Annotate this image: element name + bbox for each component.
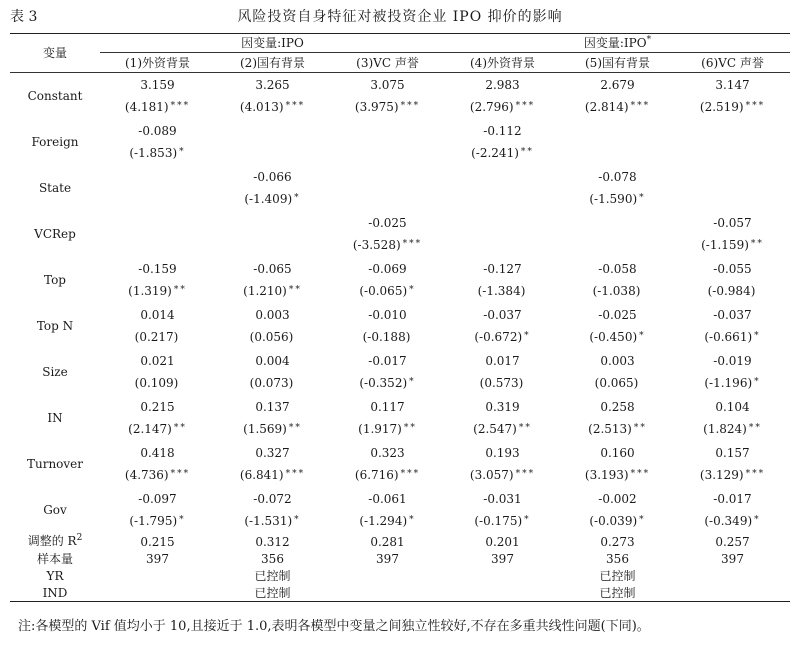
coefficient-cell: 0.418 [140,445,175,460]
tstat-cell [560,464,675,487]
coefficient-cell: -0.061 [368,491,407,506]
column-header: (2)国有背景 [215,53,330,73]
coefficient-cell: -0.037 [483,307,522,322]
significance-stars: *** [400,469,421,479]
coefficient-cell: -0.072 [253,491,292,506]
coefficient-cell: -0.112 [483,123,522,138]
coefficient-cell: 0.319 [485,399,520,414]
regression-table [10,33,790,602]
tstat-cell [330,188,445,211]
coefficient-cell [675,119,790,142]
tstat-value: (-0.661) [704,330,753,344]
tstat-cell [560,326,675,349]
coefficient-cell: 0.215 [140,399,175,414]
adj-r2-row [10,533,790,550]
tstat-value: (6.841) [239,468,284,482]
tstat-cell [330,418,445,441]
significance-stars: *** [630,101,651,111]
tstat-cell [445,188,560,211]
tstat-cell [675,418,790,441]
tstat-cell [675,234,790,257]
significance-stars: * [524,331,531,341]
coefficient-cell: 0.137 [255,399,290,414]
tstat-value: (2.513) [588,422,632,436]
column-header: (1)外资背景 [100,53,215,73]
tstat-value: (-2.241) [471,146,519,160]
significance-stars: * [754,377,761,387]
tstat-row [10,96,790,119]
tstat-value: (4.181) [124,100,169,114]
coefficient-cell: 0.017 [485,353,520,368]
coefficient-cell [330,165,445,188]
coefficient-cell: -0.019 [713,353,752,368]
tstat-cell [675,464,790,487]
table-label: 表 3 [10,9,38,25]
tstat-cell [215,372,330,395]
significance-stars: * [409,515,416,525]
significance-stars: *** [285,101,306,111]
table-title: 风险投资自身特征对被投资企业 IPO 抑价的影响 [237,9,563,25]
column-header: (3)VC 声誉 [330,53,445,73]
coefficient-cell: -0.037 [713,307,752,322]
coefficient-cell: -0.069 [368,261,407,276]
coefficient-cell: 3.265 [255,77,290,92]
tstat-value: (-0.349) [704,514,753,528]
tstat-value: (-1.409) [244,192,293,206]
variable-name: IN [47,411,63,425]
sample-value: 397 [146,551,169,566]
significance-stars: ** [520,147,534,157]
significance-stars: *** [630,469,651,479]
coefficient-cell: -0.002 [598,491,637,506]
tstat-value: (0.573) [479,376,524,390]
coefficient-cell: -0.017 [368,353,407,368]
significance-stars: * [409,285,416,295]
tstat-value: (2.814) [584,100,629,114]
coefficient-cell: 0.157 [715,445,750,460]
coefficient-cell: 0.004 [255,353,290,368]
variable-name: Gov [43,503,67,517]
coefficient-cell [330,119,445,142]
tstat-cell [560,188,675,211]
tstat-cell [215,234,330,257]
title-row [0,0,800,30]
coefficient-cell: -0.159 [138,261,177,276]
tstat-cell [100,418,215,441]
tstat-cell [215,142,330,165]
sample-value: 356 [261,551,284,566]
tstat-cell [330,326,445,349]
tstat-value: (-1.531) [244,514,293,528]
tstat-value: (0.056) [249,330,294,344]
significance-stars: * [294,515,301,525]
significance-stars: *** [745,469,766,479]
coefficient-cell: 0.117 [370,399,405,414]
coefficient-cell: 0.327 [255,445,290,460]
tstat-cell [215,96,330,119]
tstat-cell [445,372,560,395]
tstat-value: (0.073) [249,376,294,390]
tstat-cell [215,326,330,349]
coefficient-cell: 3.075 [370,77,405,92]
variable-name: Top [44,273,66,287]
significance-stars: *** [400,101,421,111]
tstat-cell [330,234,445,257]
tstat-cell [330,510,445,533]
coefficient-cell: -0.097 [138,491,177,506]
tstat-cell [675,326,790,349]
variable-name: Top N [36,319,74,333]
significance-stars: ** [403,423,417,433]
coefficient-cell: 3.159 [140,77,175,92]
ind-label: IND [10,584,100,602]
significance-stars: *** [170,101,191,111]
tstat-value: (-0.672) [474,330,523,344]
coefficient-cell: 0.003 [600,353,635,368]
coefficient-cell: -0.058 [598,261,637,276]
adj-r2-value: 0.257 [715,534,750,549]
tstat-cell [215,418,330,441]
significance-stars: *** [745,101,766,111]
coefficient-cell: 0.323 [370,445,405,460]
tstat-value: (-0.450) [589,330,638,344]
tstat-value: (-0.984) [707,284,756,298]
tstat-value: (2.519) [699,100,744,114]
coef-row [10,395,790,418]
coefficient-cell: 2.679 [600,77,635,92]
tstat-cell [215,280,330,303]
coefficient-cell: -0.010 [368,307,407,322]
coefficient-cell: 0.193 [485,445,520,460]
tstat-row [10,464,790,487]
tstat-cell [560,142,675,165]
significance-stars: * [754,331,761,341]
tstat-cell [560,418,675,441]
tstat-cell [445,326,560,349]
coefficient-cell: -0.057 [713,215,752,230]
significance-stars: * [639,193,646,203]
ind-value-2: 已控制 [445,584,790,602]
ind-value-1: 已控制 [100,584,445,602]
tstat-cell [675,510,790,533]
adj-r2-value: 0.215 [140,534,175,549]
variable-name: Size [42,365,68,379]
header-var-label: 变量 [10,34,100,73]
tstat-value: (-1.853) [129,146,178,160]
tstat-value: (0.065) [594,376,639,390]
coef-row [10,487,790,510]
sample-label: 样本量 [36,551,73,566]
coefficient-cell: -0.055 [713,261,752,276]
tstat-cell [675,188,790,211]
tstat-value: (3.975) [354,100,399,114]
tstat-cell [215,510,330,533]
tstat-cell [330,280,445,303]
tstat-value: (-0.175) [474,514,523,528]
tstat-cell [560,96,675,119]
significance-stars: ** [288,285,302,295]
tstat-cell [330,464,445,487]
tstat-cell [100,188,215,211]
header-group-1: 因变量:IPO [100,34,445,53]
tstat-value: (-1.159) [701,238,749,252]
coefficient-cell: -0.127 [483,261,522,276]
tstat-value: (-1.590) [589,192,638,206]
tstat-value: (4.736) [124,468,169,482]
tstat-value: (1.824) [703,422,747,436]
adj-r2-value: 0.312 [255,534,290,549]
adj-r2-value: 0.281 [370,534,405,549]
tstat-cell [445,418,560,441]
coefficient-cell: 2.983 [485,77,520,92]
coefficient-cell: -0.025 [598,307,637,322]
tstat-value: (-1.038) [592,284,641,298]
significance-stars: ** [750,239,764,249]
coef-row [10,441,790,464]
tstat-cell [560,372,675,395]
tstat-cell [100,280,215,303]
tstat-cell [445,234,560,257]
tstat-value: (0.217) [134,330,179,344]
significance-stars: * [639,515,646,525]
adj-r2-label: 调整的 $R^2$ [27,533,83,548]
coefficient-cell [445,165,560,188]
tstat-value: (2.547) [473,422,517,436]
significance-stars: * [179,147,186,157]
coefficient-cell: 0.160 [600,445,635,460]
tstat-cell [445,464,560,487]
coefficient-cell [560,119,675,142]
coefficient-cell: -0.066 [253,169,292,184]
coefficient-cell [100,211,215,234]
significance-stars: * [409,377,416,387]
tstat-row [10,280,790,303]
coef-row [10,211,790,234]
column-header: (5)国有背景 [560,53,675,73]
coefficient-cell: -0.031 [483,491,522,506]
tstat-cell [675,142,790,165]
yr-value-2: 已控制 [599,568,636,583]
coefficient-cell [100,165,215,188]
significance-stars: ** [288,423,302,433]
tstat-cell [675,372,790,395]
significance-stars: * [179,515,186,525]
tstat-cell [100,326,215,349]
header-group-2: 因变量:IPO* [445,34,790,53]
tstat-value: (-1.795) [129,514,178,528]
tstat-value: (-1.196) [704,376,753,390]
coefficient-cell [445,211,560,234]
tstat-value: (1.319) [128,284,172,298]
tstat-value: (-0.352) [359,376,408,390]
significance-stars: ** [518,423,532,433]
tstat-cell [560,510,675,533]
significance-stars: *** [170,469,191,479]
tstat-value: (-3.528) [352,238,401,252]
tstat-value: (-1.384) [477,284,526,298]
tstat-cell [675,280,790,303]
significance-stars: ** [173,423,187,433]
tstat-cell [445,96,560,119]
tstat-cell [100,142,215,165]
tstat-cell [560,234,675,257]
significance-stars: * [294,193,301,203]
significance-stars: *** [402,239,423,249]
tstat-cell [445,142,560,165]
significance-stars: * [639,331,646,341]
tstat-value: (-1.294) [359,514,408,528]
yr-value-1: 已控制 [254,568,291,583]
tstat-cell [330,96,445,119]
coef-row [10,165,790,188]
significance-stars: *** [515,469,536,479]
coefficient-cell: 3.147 [715,77,750,92]
tstat-row [10,372,790,395]
tstat-value: (6.716) [354,468,399,482]
coefficient-cell: -0.089 [138,123,177,138]
sample-value: 356 [606,551,629,566]
significance-stars: *** [515,101,536,111]
tstat-cell [100,464,215,487]
tstat-value: (-0.039) [589,514,638,528]
tstat-cell [445,510,560,533]
coefficient-cell: -0.025 [368,215,407,230]
tstat-cell [330,372,445,395]
tstat-cell [100,372,215,395]
coefficient-cell: 0.021 [140,353,175,368]
tstat-value: (-0.188) [362,330,411,344]
variable-name: Foreign [31,135,79,149]
tstat-cell [215,464,330,487]
tstat-cell [100,96,215,119]
significance-stars: * [524,515,531,525]
tstat-row [10,188,790,211]
significance-stars: * [754,515,761,525]
tstat-value: (0.109) [134,376,179,390]
variable-name: Constant [27,89,83,103]
tstat-value: (2.147) [128,422,172,436]
tstat-value: (3.057) [469,468,514,482]
coef-row [10,119,790,142]
column-header: (6)VC 声誉 [675,53,790,73]
ind-row [10,584,790,602]
tstat-row [10,418,790,441]
coef-row [10,303,790,326]
yr-row [10,567,790,584]
tstat-cell [445,280,560,303]
tstat-row [10,142,790,165]
tstat-row [10,510,790,533]
tstat-value: (3.193) [584,468,629,482]
sample-value: 397 [376,551,399,566]
coefficient-cell: 0.014 [140,307,175,322]
yr-label: YR [46,568,64,583]
tstat-value: (4.013) [239,100,284,114]
sample-row [10,550,790,567]
coefficient-cell: -0.017 [713,491,752,506]
tstat-value: (2.796) [469,100,514,114]
coefficient-cell: -0.065 [253,261,292,276]
tstat-cell [330,142,445,165]
coefficient-cell [560,211,675,234]
coefficient-cell [215,211,330,234]
tstat-cell [100,234,215,257]
sample-value: 397 [721,551,744,566]
tstat-cell [560,280,675,303]
coefficient-cell: -0.078 [598,169,637,184]
coefficient-cell [675,165,790,188]
coef-row [10,73,790,97]
sample-value: 397 [491,551,514,566]
tstat-value: (1.210) [243,284,287,298]
coefficient-cell [215,119,330,142]
tstat-value: (1.917) [358,422,402,436]
significance-stars: ** [633,423,647,433]
variable-name: State [38,181,72,195]
coefficient-cell: 0.258 [600,399,635,414]
column-header: (4)外资背景 [445,53,560,73]
adj-r2-sup: 2 [76,533,83,543]
adj-r2-value: 0.273 [600,534,635,549]
variable-name: VCRep [34,227,76,241]
coef-row [10,349,790,372]
group2-mark: * [646,34,652,45]
tstat-value: (1.569) [243,422,287,436]
coefficient-cell: 0.104 [715,399,750,414]
coef-row [10,257,790,280]
significance-stars: ** [748,423,762,433]
significance-stars: *** [285,469,306,479]
tstat-cell [215,188,330,211]
coefficient-cell: 0.003 [255,307,290,322]
tstat-row [10,234,790,257]
tstat-row [10,326,790,349]
significance-stars: ** [173,285,187,295]
adj-r2-value: 0.201 [485,534,520,549]
table-note: 注:各模型的 Vif 值均小于 10,且接近于 1.0,表明各模型中变量之间独立性较好,不存在多重共线性问题(下同)。 [18,619,650,634]
variable-name: Turnover [26,457,84,471]
tstat-cell [100,510,215,533]
tstat-value: (3.129) [699,468,744,482]
tstat-cell [675,96,790,119]
tstat-value: (-0.065) [359,284,408,298]
